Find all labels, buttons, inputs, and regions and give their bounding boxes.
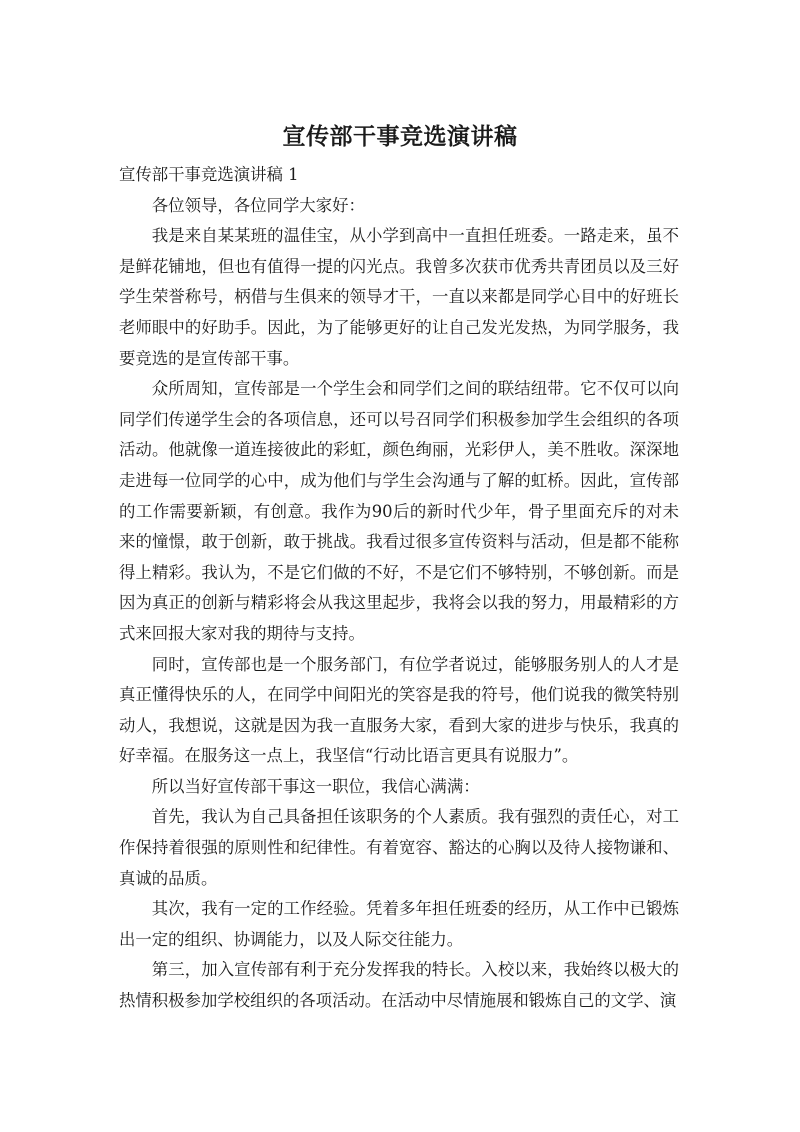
paragraph-first-reason: 首先，我认为自己具备担任该职务的个人素质。我有强烈的责任心，对工作保持着很强的原则性和纪律性。有着宽容、豁达的心胸以及待人接物谦和、真诚的品质。 (119, 807, 679, 888)
paragraph-department-role: 众所周知，宣传部是一个学生会和同学们之间的联结纽带。它不仅可以向同学们传递学生会的各项信息，还可以号召同学们积极参加学生会组织的各项活动。他就像一道连接彼此的彩虹，颜色绚丽，光彩伊人，美不胜收。深深地走进每一位同学的心中，成为他们与学生会沟通与了解的虹桥。因此，宣传部的工作需要新颖，有创意。我作为90后的新时代少年，骨子里面充斥的对未来的憧憬，敢于创新，敢于挑战。我看过很多宣传资料与活动，但是都不能称得上精彩。我认为，不是它们做的不好，不是它们不够特别，不够创新。而是因为真正的创新与精彩将会从我这里起步，我将会以我的努力，用最精彩的方式来回报大家对我的期待与支持。 (119, 379, 679, 643)
paragraph-service: 同时，宣传部也是一个服务部门，有位学者说过，能够服务别人的人才是真正懂得快乐的人，在同学中间阳光的笑容是我的符号，他们说我的微笑特别动人，我想说，这就是因为我一直服务大家，看到大家的进步与快乐，我真的好幸福。在服务这一点上，我坚信“行动比语言更具有说服力”。 (119, 654, 679, 766)
paragraph-confidence: 所以当好宣传部干事这一职位，我信心满满： (151, 776, 480, 796)
document-subtitle: 宣传部干事竞选演讲稿 1 (119, 165, 299, 184)
paragraph-third-reason: 第三，加入宣传部有利于充分发挥我的特长。入校以来，我始终以极大的热情积极参加学校组织的各项活动。在活动中尽情施展和锻炼自己的文学、演 (119, 960, 679, 1011)
document-body (119, 160, 679, 1017)
paragraph-greeting: 各位领导，各位同学大家好： (151, 195, 365, 215)
paragraph-introduction: 我是来自某某班的温佳宝，从小学到高中一直担任班委。一路走来，虽不是鲜花铺地，但也有值得一提的闪光点。我曾多次获市优秀共青团员以及三好学生荣誉称号，柄借与生俱来的领导才干，一直以来都是同学心目中的好班长老师眼中的好助手。因此，为了能够更好的让自己发光发热，为同学服务，我要竞选的是宣传部干事。 (119, 226, 679, 368)
document-title: 宣传部干事竞选演讲稿 (282, 124, 518, 150)
paragraph-second-reason: 其次，我有一定的工作经验。凭着多年担任班委的经历，从工作中已锻炼出一定的组织、协调能力，以及人际交往能力。 (119, 899, 679, 949)
